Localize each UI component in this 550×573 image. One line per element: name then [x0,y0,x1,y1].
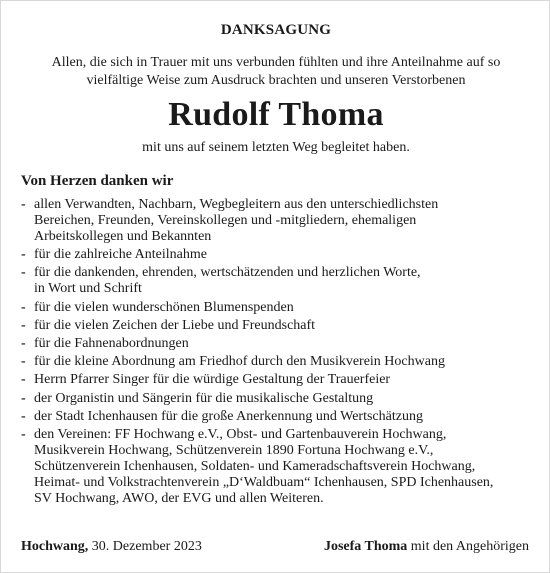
dash-bullet: - [21,335,26,351]
after-name-text: mit uns auf seinem letzten Weg begleitet haben. [142,140,410,155]
footer-place: Hochwang, [21,539,89,554]
list-item-line: allen Verwandten, Nachbarn, Wegbegleitern aus den unterschiedlichsten [34,197,439,212]
dash-bullet: - [21,197,26,212]
intro-line-2: vielfältige Weise zum Ausdruck brachten und unseren Verstorbenen [86,73,466,88]
list-item [21,354,536,370]
list-item-line: für die dankenden, ehrenden, wertschätzenden und herzlichen Worte, [34,265,421,281]
list-item [21,336,536,352]
list-item-line: Bereichen, Freunden, Vereinskollegen und -mitgliedern, ehemaligen [34,213,417,228]
deceased-name: Rudolf Thoma [168,96,384,133]
footer-signature [324,539,529,555]
list-item [21,409,536,425]
footer-signer-suffix: mit den Angehörigen [410,539,529,554]
intro-text [21,54,531,90]
list-item-line: Herrn Pfarrer Singer für die würdige Gestaltung der Trauerfeier [34,372,391,388]
thanks-list [21,197,536,509]
list-item [21,427,536,507]
dash-bullet: - [21,408,26,424]
list-item [21,318,536,334]
list-item-line: den Vereinen: FF Hochwang e.V., Obst- und Gartenbauverein Hochwang, [34,426,447,442]
list-item-line: für die vielen wunderschönen Blumenspenden [34,299,294,315]
list-item [21,197,536,245]
list-item [21,247,536,263]
list-item-line: SV Hochwang, AWO, der EVG und allen Weiteren. [34,490,324,506]
list-item-line: Musikverein Hochwang, Schützenverein 1890 Fortuna Hochwang e.V., [34,442,434,458]
list-item-line: für die Fahnenabordnungen [34,335,189,351]
list-item-line: Schützenverein Ichenhausen, Soldaten- und Kameradschaftsverein Hochwang, [34,458,476,474]
notice-heading: DANKSAGUNG [220,22,332,38]
list-item [21,372,536,388]
list-item-line: für die vielen Zeichen der Liebe und Freundschaft [34,317,316,333]
dash-bullet: - [21,247,26,263]
footer-signer: Josefa Thoma [323,539,408,554]
thanks-heading: Von Herzen danken wir [21,173,174,189]
list-item-line: Arbeitskollegen und Bekannten [34,229,212,244]
dash-bullet: - [21,317,26,333]
dash-bullet: - [21,390,26,406]
list-item-line: für die zahlreiche Anteilnahme [34,247,207,263]
footer-place-date [21,539,202,555]
dash-bullet: - [21,354,26,370]
dash-bullet: - [21,299,26,315]
list-item [21,391,536,407]
footer-date: 30. Dezember 2023 [91,539,202,554]
list-item [21,300,536,316]
list-item-line: für die kleine Abordnung am Friedhof durch den Musikverein Hochwang [34,354,445,370]
list-item-line: Heimat- und Volkstrachtenverein „D‘Waldbuam“ Ichenhausen, SPD Ichenhausen, [34,474,494,490]
dash-bullet: - [21,265,26,281]
list-item-line: der Stadt Ichenhausen für die große Anerkennung und Wertschätzung [34,408,423,424]
dash-bullet: - [21,426,26,442]
dash-bullet: - [21,372,26,388]
list-item [21,265,536,297]
list-item-line: in Wort und Schrift [34,281,142,297]
intro-line-1: Allen, die sich in Trauer mit uns verbunden fühlten und ihre Anteilnahme auf so [51,55,501,70]
list-item-line: der Organistin und Sängerin für die musikalische Gestaltung [34,390,374,406]
